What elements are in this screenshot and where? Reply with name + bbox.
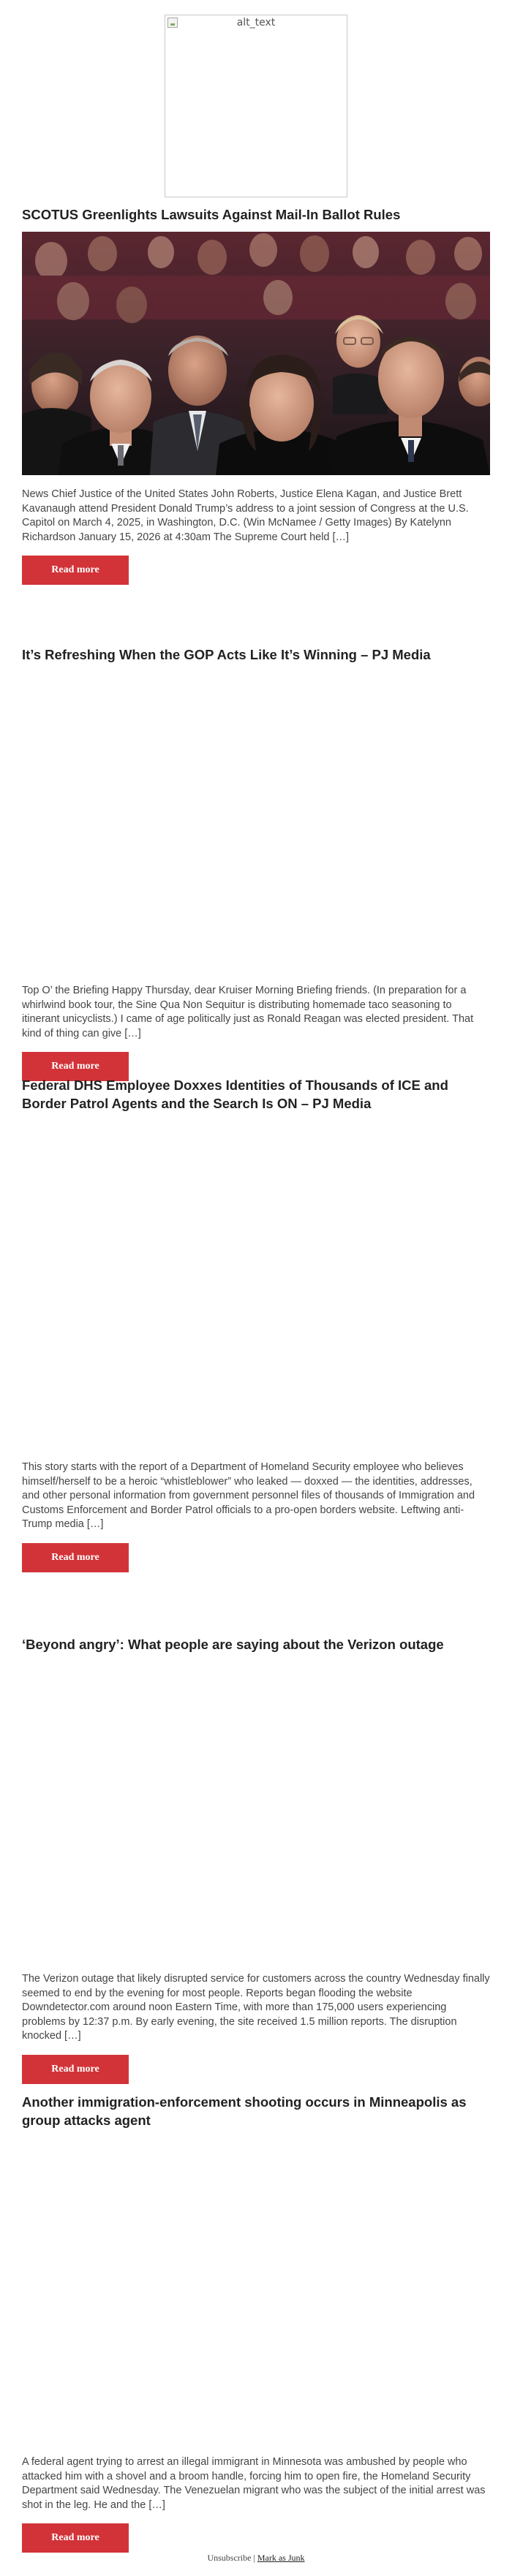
logo-image	[165, 15, 347, 197]
article-card	[22, 205, 490, 585]
article-excerpt: Top O’ the Briefing Happy Thursday, dear Kruiser Morning Briefing friends. (In preparation for a whirlwind book tour, the Sine Qua Non Sequitur is distributing homemade taco seasoning to itinerant unicyclists.) I came of age politically just as Ronald Reagan was elected president. That kind of thing can give […]	[22, 985, 474, 1039]
article-image-placeholder[interactable]	[22, 1121, 490, 1448]
article-title[interactable]: SCOTUS Greenlights Lawsuits Against Mail-In Ballot Rules	[22, 207, 401, 222]
footer-separator: |	[253, 2553, 255, 2563]
read-more-button[interactable]: Read more	[22, 556, 129, 585]
unsubscribe-label[interactable]: Unsubscribe	[207, 2553, 252, 2563]
article-title[interactable]: ‘Beyond angry’: What people are saying about the Verizon outage	[22, 1637, 444, 1652]
article-excerpt: This story starts with the report of a Department of Homeland Security employee who believes himself/herself to be a heroic “whistleblower” who leaked — doxxed — the identities, addresses, and other personal information from government personnel files of thousands of Immigration and Customs Enforcement and Border Patrol officials to a pro-open borders website. Leftwing anti-Trump media […]	[22, 1461, 475, 1530]
article-image-placeholder[interactable]	[22, 672, 490, 971]
article-card	[22, 1635, 490, 2084]
read-more-button[interactable]: Read more	[22, 2523, 129, 2553]
article-card	[22, 645, 490, 1081]
logo-alt-text: alt_text	[236, 17, 276, 29]
article-card	[22, 2093, 490, 2553]
article-excerpt: A federal agent trying to arrest an illegal immigrant in Minnesota was ambushed by people who attacked him with a shovel and a broom handle, forcing him to open fire, the Homeland Security Department said Wednesday. The Venezuelan migrant who was the subject of the initial arrest was shot in the leg. He and the […]	[22, 2456, 486, 2511]
read-more-button[interactable]: Read more	[22, 2055, 129, 2084]
article-title[interactable]: Another immigration-enforcement shooting occurs in Minneapolis as group attacks agent	[22, 2094, 467, 2128]
article-image-placeholder[interactable]	[22, 1662, 490, 1960]
article-title[interactable]: It’s Refreshing When the GOP Acts Like It’s Winning – PJ Media	[22, 647, 431, 662]
mark-as-junk-link[interactable]: Mark as Junk	[257, 2553, 305, 2563]
article-image-placeholder[interactable]	[22, 2137, 490, 2443]
article-card	[22, 1076, 490, 1572]
article-excerpt: News Chief Justice of the United States John Roberts, Justice Elena Kagan, and Justice Brett Kavanaugh attend President Donald Trump’s address to a joint session of Congress at the U.S. Capitol on March 4, 2025, in Washington, D.C. (Win McNamee / Getty Images) By Katelynn Richardson January 15, 2026 at 4:30am The Supreme Court held […]	[22, 488, 469, 543]
read-more-button[interactable]: Read more	[22, 1052, 129, 1081]
article-title[interactable]: Federal DHS Employee Doxxes Identities of Thousands of ICE and Border Patrol Agents and the Search Is ON – PJ Media	[22, 1077, 448, 1111]
article-image[interactable]	[22, 232, 490, 475]
read-more-button[interactable]: Read more	[22, 1543, 129, 1572]
justices-photo	[22, 232, 490, 475]
article-excerpt: The Verizon outage that likely disrupted service for customers across the country Wednesday finally seemed to end by the evening for most people. Reports began flooding the website Downdetector.com around noon Eastern Time, with more than 175,000 users experiencing problems by 12:37 p.m. By early evening, the site received 1.5 million reports. The disruption knocked […]	[22, 1973, 490, 2042]
footer	[0, 2553, 512, 2564]
